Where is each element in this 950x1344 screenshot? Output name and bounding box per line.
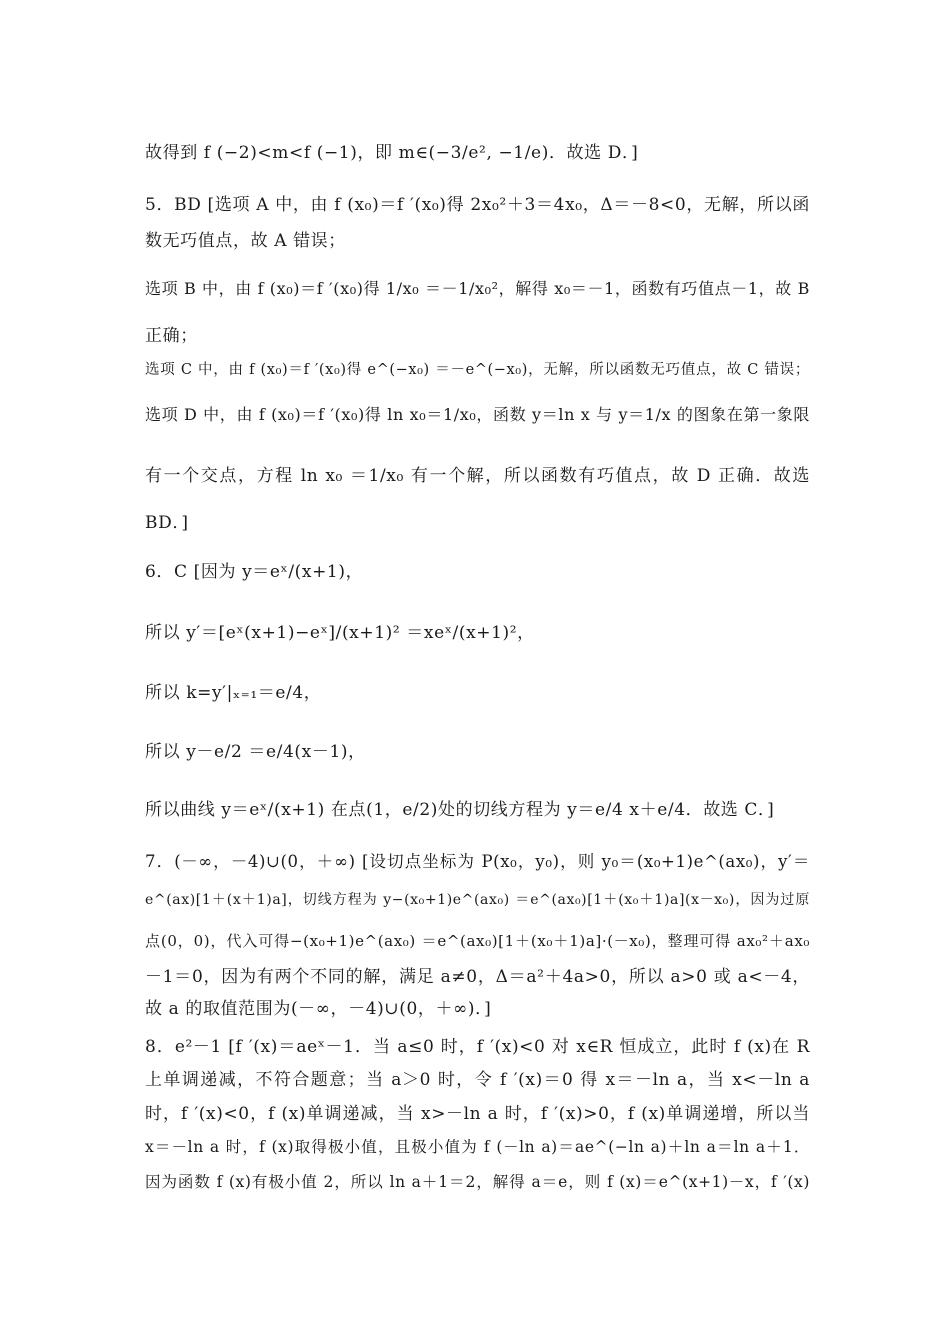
text-line: 所以 y－e/2 ＝e/4(x－1)，	[145, 742, 366, 762]
text-line: 所以 y′＝[eˣ(x+1)−eˣ]/(x+1)² ＝xeˣ/(x+1)²，	[145, 623, 535, 643]
answer-5-line: 5．BD [选项 A 中，由 f (x₀)＝f ′(x₀)得 2x₀²＋3＝4x₀，Δ＝－8<0，无解，所以函	[145, 195, 810, 215]
text-line: 故得到 f (−2)<m<f (−1)，即 m∈(−3/e², −1/e)．故选 D．]	[145, 143, 639, 163]
answer-8-line: 8．e²－1 [f ′(x)＝aeˣ－1．当 a≤0 时，f ′(x)<0 对 x∈R 恒成立，此时 f (x)在 R	[145, 1037, 810, 1057]
text-line: 时，f ′(x)<0，f (x)单调递减，当 x>－ln a 时，f ′(x)>0，f (x)单调递增，所以当	[145, 1104, 810, 1124]
text-line: 选项 B 中，由 f (x₀)＝f ′(x₀)得 1/x₀ ＝－1/x₀²，解得 x₀＝－1，函数有巧值点－1，故 B	[145, 279, 810, 298]
text-line: 所以 k=y′|ₓ₌₁＝e/4，	[145, 683, 322, 703]
text-line: －1＝0，因为有两个不同的解，满足 a≠0，Δ＝a²＋4a>0，所以 a>0 或 a<－4，	[145, 967, 810, 987]
text-line: 因为函数 f (x)有极小值 2，所以 ln a＋1＝2，解得 a＝e，则 f (x)＝e^(x+1)－x，f ′(x)	[145, 1173, 810, 1191]
answer-7-line: 7．(－∞，－4)∪(0，＋∞) [设切点坐标为 P(x₀，y₀)，则 y₀＝(x₀+1)e^(ax₀)，y′＝	[145, 852, 810, 871]
text-line: e^(ax)[1＋(x＋1)a]，切线方程为 y−(x₀+1)e^(ax₀) ＝e^(ax₀)[1＋(x₀＋1)a](x－x₀)，因为过原	[145, 892, 810, 908]
text-line: 正确；	[145, 326, 198, 346]
text-line: 上单调递减，不符合题意；当 a＞0 时，令 f ′(x)＝0 得 x＝－ln a，当 x<－ln a	[145, 1070, 810, 1090]
text-line: 数无巧值点，故 A 错误；	[145, 231, 346, 251]
text-line: 点(0，0)，代入可得−(x₀+1)e^(ax₀) ＝e^(ax₀)[1＋(x₀＋1)a]·(－x₀)，整理可得 ax₀²＋ax₀	[145, 932, 810, 950]
text-line: 所以曲线 y＝eˣ/(x+1) 在点(1，e/2)处的切线方程为 y＝e/4 x＋e/4．故选 C．]	[145, 800, 775, 820]
text-line: 选项 D 中，由 f (x₀)＝f ′(x₀)得 ln x₀＝1/x₀，函数 y＝ln x 与 y＝1/x 的图象在第一象限	[145, 405, 810, 424]
text-line: 有一个交点，方程 ln x₀ ＝1/x₀ 有一个解，所以函数有巧值点，故 D 正确．故选	[145, 466, 810, 486]
text-line: 故 a 的取值范围为(－∞，－4)∪(0，＋∞)．]	[145, 999, 492, 1019]
text-line: BD．]	[145, 513, 189, 533]
text-line: 选项 C 中，由 f (x₀)＝f ′(x₀)得 e^(−x₀) ＝－e^(−x₀)，无解，所以函数无巧值点，故 C 错误；	[145, 362, 810, 378]
answer-6-line: 6．C [因为 y＝eˣ/(x+1)，	[145, 562, 364, 582]
text-line: x＝－ln a 时，f (x)取得极小值，且极小值为 f (－ln a)＝ae^(−ln a)＋ln a＝ln a＋1．	[145, 1138, 810, 1156]
